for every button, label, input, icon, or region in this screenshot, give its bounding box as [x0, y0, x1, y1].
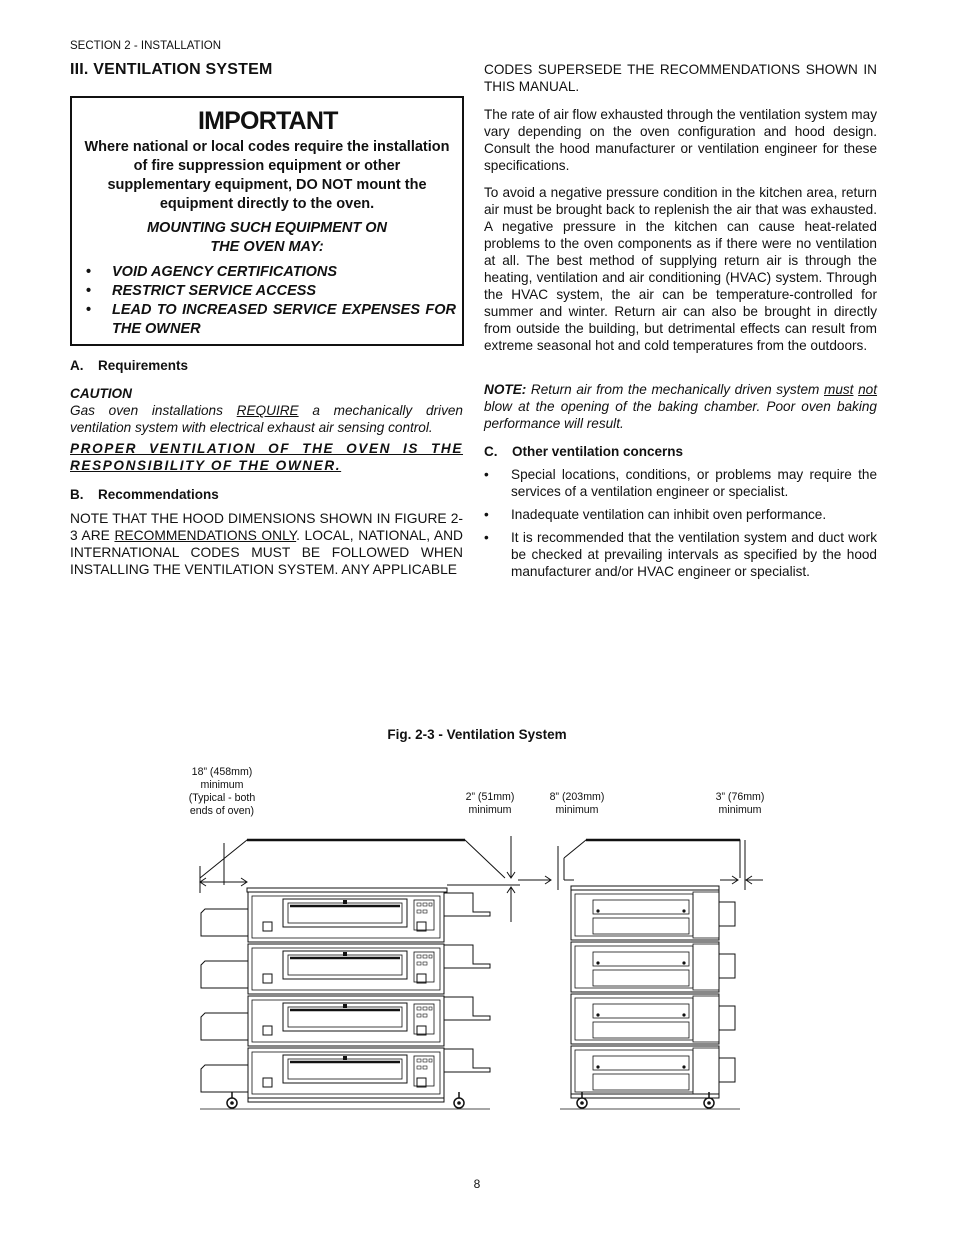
dim-8-line: 8” (203mm) — [549, 791, 605, 803]
important-item-text: RESTRICT SERVICE ACCESS — [112, 283, 317, 299]
dim-18-line: ends of oven) — [189, 805, 255, 817]
caution-label: CAUTION — [70, 386, 132, 401]
requirements-letter: A. — [70, 358, 84, 373]
recommendations-text-underlined: RECOMMENDATIONS ONLY — [114, 528, 297, 543]
page-number: 8 — [473, 1177, 481, 1191]
caution-text-pre: Gas oven installations — [70, 403, 237, 418]
front-oven-base — [248, 1098, 444, 1102]
bullet-glyph: • — [86, 302, 92, 318]
important-title: IMPORTANT — [198, 107, 338, 135]
dim-2-line: 2” (51mm) — [465, 791, 515, 803]
list-item-text: Inadequate ventilation can inhibit oven performance. — [511, 507, 827, 522]
important-body: Where national or local codes require the installation of fire suppression equipment or other supplementary equipment, DO NOT mount the equipment directly to the oven. — [84, 139, 450, 212]
important-sub-line2: THE OVEN MAY: — [210, 239, 324, 255]
bullet-glyph: • — [484, 507, 489, 522]
front-hood-outline — [200, 840, 505, 878]
dim-18-line: 18” (458mm) — [191, 766, 253, 778]
side-hood-outline — [564, 840, 740, 878]
requirements-heading-text: Requirements — [98, 358, 189, 373]
owner-responsibility: PROPER VENTILATION OF THE OVEN IS THE RESPONSIBILITY OF THE OWNER. — [70, 441, 463, 473]
figure-caption: Fig. 2-3 - Ventilation System — [387, 727, 567, 742]
dim-18-line: minimum — [200, 779, 244, 791]
note-underlined-must: must — [824, 382, 854, 397]
side-oven-base — [571, 1094, 719, 1098]
other-concerns-heading-text: Other ventilation concerns — [512, 444, 684, 459]
list-item-text: Special locations, conditions, or problems may require the services of a ventilation engineer or specialist. — [511, 467, 877, 499]
negative-pressure-paragraph: To avoid a negative pressure condition in the kitchen area, return air must be brought back to replenish the air that was exhausted. A negative pressure in the kitchen can cause heat-related problems to the oven components as if there were no ventilation at all. The best method of supplying return air is through the heating, ventilation and air conditioning (HVAC) system. Through the HVAC system, the air can be temperature-controlled for summer and winter. Return air can also be brought in directly from outside the building, but detrimental effects can result from extreme seasonal hot and cold temperatures from the outdoors. — [484, 185, 877, 353]
note-label: NOTE: — [484, 382, 527, 397]
other-concerns-letter: C. — [484, 444, 498, 459]
caution-text-post: a mechanically driven ventilation system with electrical exhaust air sensing control. — [70, 403, 463, 435]
recommendations-letter: B. — [70, 487, 84, 502]
note-text-post: blow at the opening of the baking chamber. Poor oven baking performance will result. — [484, 399, 877, 431]
dim-3-line: 3” (76mm) — [715, 791, 765, 803]
bullet-glyph: • — [86, 283, 92, 299]
bullet-glyph: • — [86, 264, 92, 280]
important-item-text: VOID AGENCY CERTIFICATIONS — [112, 264, 338, 280]
list-item-text: It is recommended that the ventilation system and duct work be checked at prevailing intervals as specified by the hood manufacturer and/or HVAC engineer or specialist. — [511, 530, 877, 579]
important-sub-line1: MOUNTING SUCH EQUIPMENT ON — [146, 220, 388, 236]
dim-18-line: (Typical - both — [188, 792, 256, 804]
side-oven-top-cap — [571, 886, 719, 890]
section-label: SECTION 2 - INSTALLATION — [70, 40, 222, 52]
dim-3-line: minimum — [718, 804, 762, 816]
recommendations-text-post: . LOCAL, NATIONAL, AND INTERNATIONAL CODES MUST BE FOLLOWED WHEN INSTALLING THE VENTILATION SYSTEM. ANY APPLICABLE — [70, 528, 463, 577]
air-flow-paragraph: The rate of air flow exhausted through the ventilation system may vary depending on the oven configuration and hood design. Consult the hood manufacturer or ventilation engineer for these specifications. — [484, 107, 877, 173]
bullet-glyph: • — [484, 530, 489, 545]
note-underlined-not: not — [858, 382, 878, 397]
important-item-text: LEAD TO INCREASED SERVICE EXPENSES FOR THE OWNER — [112, 302, 456, 337]
dim-8-line: minimum — [555, 804, 599, 816]
section-title: III. VENTILATION SYSTEM — [70, 61, 273, 78]
recommendations-heading-text: Recommendations — [98, 487, 219, 502]
codes-continuation: CODES SUPERSEDE THE RECOMMENDATIONS SHOWN IN THIS MANUAL. — [484, 62, 877, 94]
note-text-pre: Return air from the mechanically driven system — [526, 382, 824, 397]
dim-2-line: minimum — [468, 804, 512, 816]
bullet-glyph: • — [484, 467, 489, 482]
front-oven-top-cap — [247, 888, 447, 892]
caution-text-underlined: REQUIRE — [236, 403, 299, 418]
recommendations-text-pre: NOTE THAT THE HOOD DIMENSIONS SHOWN IN FIGURE 2-3 ARE — [70, 511, 463, 543]
